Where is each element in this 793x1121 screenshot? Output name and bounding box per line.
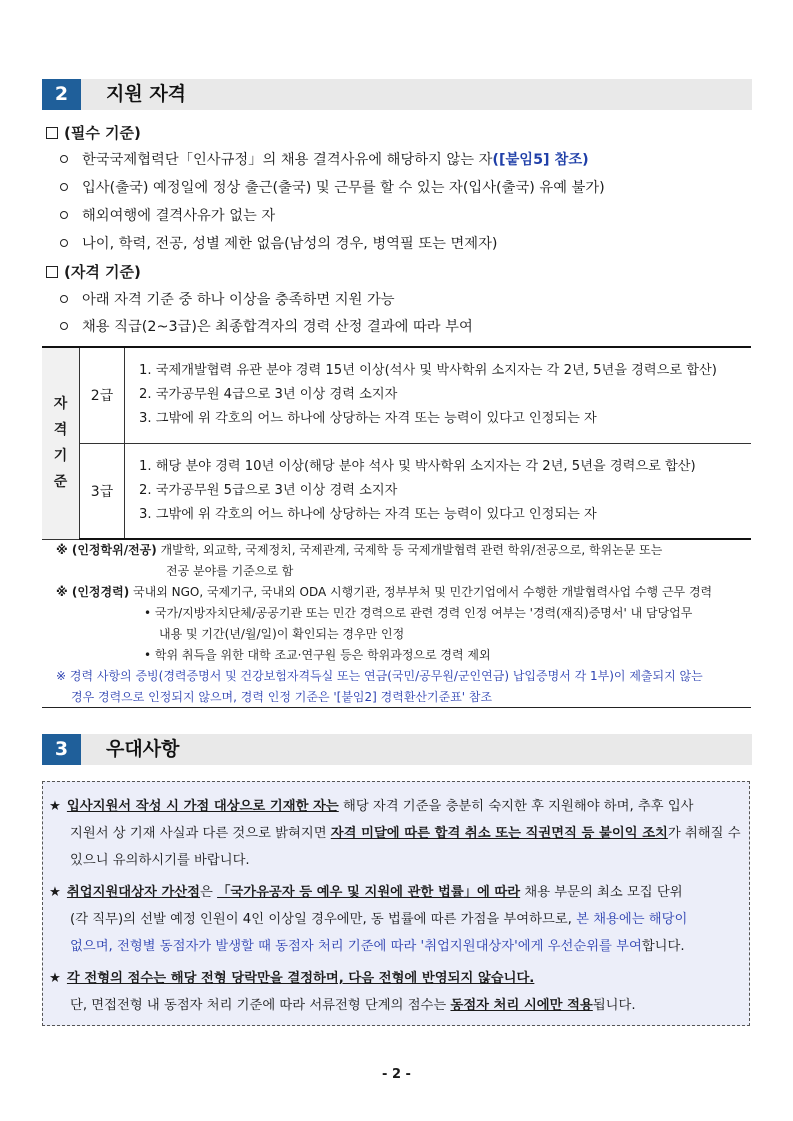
- criteria-item: 1. 국제개발협력 유관 분야 경력 15년 이상(석사 및 박사학위 소지자는 각 2년, 5년을 경력으로 합산): [139, 363, 717, 379]
- para-text: 가 취해질 수: [667, 826, 741, 841]
- underlined-text: 취업지원대상자 가산점: [66, 885, 200, 900]
- preference-para-3-cont: [70, 994, 636, 1013]
- criteria-item: 2. 국가공무원 5급으로 3년 이상 경력 소지자: [139, 482, 398, 498]
- circle-bullet-icon: [60, 155, 68, 163]
- degree-note-cont: 전공 분야를 기준으로 함: [166, 564, 294, 578]
- checkbox-square-icon: [46, 127, 58, 139]
- criteria-item: 2. 국가공무원 4급으로 3년 이상 경력 소지자: [139, 387, 398, 403]
- required-item: [60, 205, 275, 225]
- underlined-text: 「국가유공자 등 예우 및 지원에 관한 법률」에 따라: [217, 885, 521, 900]
- criteria-item: 3. 그밖에 위 각호의 어느 하나에 상당하는 자격 또는 능력이 있다고 인정되는 자: [139, 506, 597, 522]
- section-2-title: 지원 자격: [106, 83, 187, 105]
- preference-para-2: [49, 881, 683, 900]
- underlined-text: 입사지원서 작성 시 가점 대상으로 기재한 자는: [66, 799, 339, 814]
- preference-box: [42, 781, 750, 1026]
- section-2-number: 2: [42, 79, 81, 110]
- star-icon: ★: [49, 971, 61, 986]
- grade-cell: 2급: [80, 347, 125, 443]
- circle-bullet-icon: [60, 295, 68, 303]
- preference-para-3: [49, 967, 534, 986]
- page-number: - 2 -: [382, 1067, 411, 1082]
- table-row: [42, 443, 751, 539]
- para-text: 채용 부문의 최소 모집 단위: [520, 885, 683, 900]
- preference-para-1-cont: 있으니 유의하시기를 바랍니다.: [70, 853, 250, 868]
- required-heading: [46, 122, 141, 143]
- preference-para-2-cont: [70, 908, 687, 927]
- para-text: 됩니다.: [592, 998, 636, 1013]
- circle-bullet-icon: [60, 239, 68, 247]
- note-text: 개발학, 외교학, 국제정치, 국제관계, 국제학 등 국제개발협력 관련 학위/전공으로, 학위논문 또는: [160, 543, 663, 557]
- reference-link: ([붙임5] 참조): [492, 152, 589, 168]
- qualification-heading-text: (자격 기준): [64, 263, 141, 281]
- underlined-text: 각 전형의 점수는 해당 전형 당락만을 결정하며, 다음 전형에 반영되지 않습니다.: [66, 971, 535, 986]
- star-icon: ★: [49, 885, 61, 900]
- para-text: (각 직무)의 선발 예정 인원이 4인 이상일 경우에만, 동 법률에 따른 가점을 부여하므로,: [70, 912, 577, 927]
- qualification-item-text: 아래 자격 기준 중 하나 이상을 충족하면 지원 가능: [82, 292, 395, 308]
- checkbox-square-icon: [46, 266, 58, 278]
- qualification-item: [60, 316, 473, 336]
- star-icon: ★: [49, 799, 61, 814]
- highlight-text: 본 채용에는 해당이: [576, 912, 688, 927]
- circle-bullet-icon: [60, 322, 68, 330]
- section-2-header: [42, 79, 752, 110]
- qualification-item-text: 채용 직급(2~3급)은 최종합격자의 경력 산정 결과에 따라 부여: [82, 319, 473, 335]
- para-text: 합니다.: [641, 939, 685, 954]
- preference-para-2-cont: [70, 935, 685, 954]
- criteria-item: 1. 해당 분야 경력 10년 이상(해당 분야 석사 및 박사학위 소지자는 각 2년, 5년을 경력으로 합산): [139, 458, 696, 474]
- section-3-title: 우대사항: [106, 738, 180, 760]
- para-text: 단, 면접전형 내 동점자 처리 기준에 따라 서류전형 단계의 점수는: [70, 998, 451, 1013]
- required-item: [60, 149, 589, 169]
- required-item-text: 한국국제협력단「인사규정」의 채용 결격사유에 해당하지 않는 자: [82, 152, 493, 168]
- circle-bullet-icon: [60, 183, 68, 191]
- header-char: 기: [53, 448, 68, 465]
- qualification-table: [42, 346, 751, 540]
- criteria-cell: [125, 443, 752, 539]
- header-char: 자: [53, 396, 68, 413]
- underlined-text: 동점자 처리 시에만 적용: [450, 998, 593, 1013]
- qualification-item: [60, 289, 395, 309]
- note-label: ※ (인정학위/전공): [56, 543, 157, 557]
- preference-para-1-cont: [70, 822, 741, 841]
- header-char: 준: [53, 474, 68, 491]
- criteria-item: 3. 그밖에 위 각호의 어느 하나에 상당하는 자격 또는 능력이 있다고 인정되는 자: [139, 411, 597, 427]
- evidence-note-cont: 경우 경력으로 인정되지 않으며, 경력 인정 기준은 '[붙임2] 경력환산기준표' 참조: [71, 690, 493, 704]
- underlined-text: 자격 미달에 따른 합격 취소 또는 직권면직 등 불이익 조치: [330, 826, 668, 841]
- para-text: 해당 자격 기준을 충분히 숙지한 후 지원해야 하며, 추후 입사: [338, 799, 694, 814]
- required-item: [60, 233, 498, 253]
- required-item-text: 입사(출국) 예정일에 정상 출근(출국) 및 근무를 할 수 있는 자(입사(출국) 유예 불가): [82, 180, 605, 196]
- career-bullet: • 학위 취득을 위한 대학 조교·연구원 등은 학위과정으로 경력 제외: [144, 648, 491, 662]
- required-item: [60, 177, 605, 197]
- para-text: 은: [200, 885, 218, 900]
- circle-bullet-icon: [60, 211, 68, 219]
- note-text: 국내외 NGO, 국제기구, 국내외 ODA 시행기관, 정부부처 및 민간기업에서 수행한 개발협력사업 수행 근무 경력: [133, 585, 713, 599]
- career-note: [56, 582, 766, 603]
- section-3-header: [42, 734, 752, 765]
- evidence-note: ※ 경력 사항의 증빙(경력증명서 및 건강보험자격득실 또는 연금(국민/공무원/군인연금) 납입증명서 각 1부)이 제출되지 않는: [56, 669, 703, 683]
- qualification-heading: [46, 261, 141, 282]
- degree-note: [56, 540, 766, 561]
- table-header-cell: [42, 347, 80, 539]
- note-label: ※ (인정경력): [56, 585, 130, 599]
- career-bullet-cont: 내용 및 기간(년/월/일)이 확인되는 경우만 인정: [159, 627, 405, 641]
- career-bullet: • 국가/지방자치단체/공공기관 또는 민간 경력으로 관련 경력 인정 여부는 '경력(재직)증명서' 내 담당업무: [144, 606, 693, 620]
- notes-block: [42, 540, 752, 708]
- required-item-text: 나이, 학력, 전공, 성별 제한 없음(남성의 경우, 병역필 또는 면제자): [82, 236, 498, 252]
- header-char: 격: [53, 422, 68, 439]
- section-3-number: 3: [42, 734, 81, 765]
- required-heading-text: (필수 기준): [64, 124, 141, 142]
- divider: [42, 707, 751, 708]
- grade-cell: 3급: [80, 443, 125, 539]
- table-row: [42, 347, 751, 443]
- required-item-text: 해외여행에 결격사유가 없는 자: [82, 208, 276, 224]
- highlight-text: 없으며, 전형별 동점자가 발생할 때 동점자 처리 기준에 따라 '취업지원대상자'에게 우선순위를 부여: [70, 939, 642, 954]
- preference-para-1: [49, 795, 694, 814]
- criteria-cell: [125, 347, 752, 443]
- para-text: 지원서 상 기재 사실과 다른 것으로 밝혀지면: [70, 826, 331, 841]
